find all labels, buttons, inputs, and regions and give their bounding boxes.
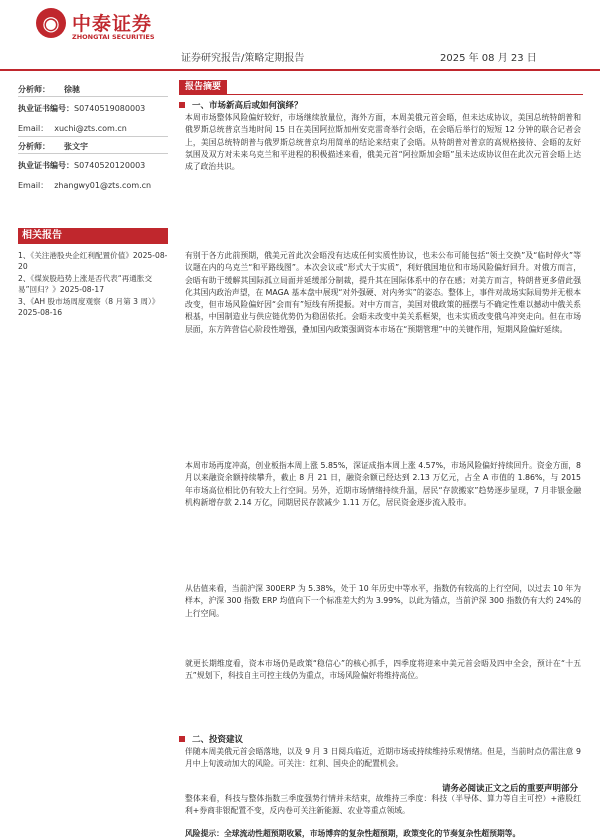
email-label: Email： xyxy=(18,124,49,133)
summary-label: 报告摘要 xyxy=(179,80,227,94)
header-divider xyxy=(0,69,600,71)
summary-tab xyxy=(179,80,583,95)
square-bullet-icon xyxy=(179,736,185,742)
related-reports-title: 相关报告 xyxy=(18,228,168,244)
section-2-title-text: 二、投资建议 xyxy=(192,735,244,745)
license-number: S0740520120003 xyxy=(74,161,146,170)
paragraph: 本周市场再度冲高，创业板指本周上涨 5.85%，深证成指本周上涨 4.57%，市场风险偏好持续回升。资金方面，8 月以来融资余额持续攀升，截止 8 月 21 日，融资余额已经达到 2.13 万亿元，占全 A 市值的 1.86%，与 2015 年市场高位相比仍有较大上行空间。另外，近期市场情绪持续升温，居民“存款搬家”趋势逐步显现，7 月非银金融机构新增存款 2.14 万亿，同期居民存款减少 1.11 万亿，居民资金逐步流入股市。 xyxy=(185,461,581,507)
logo-chinese-name: 中泰证券 xyxy=(72,13,153,35)
license-number: S0740519080003 xyxy=(74,104,146,113)
related-reports-list xyxy=(18,250,168,319)
section-2-title xyxy=(179,733,243,745)
report-date: 2025 年 08 月 23 日 xyxy=(440,53,537,64)
related-report-link[interactable]: 3、《AH 股市场周度观察（8 月第 3 周）》2025-08-16 xyxy=(18,297,160,317)
related-report-link[interactable]: 1、《关注港股央企红利配置价值》2025-08-20 xyxy=(18,251,168,271)
email-address[interactable]: zhangwy01@zts.com.cn xyxy=(54,181,152,190)
section-1-title xyxy=(179,99,303,111)
analyst-2-email xyxy=(18,180,151,191)
logo-emblem-icon: ◉ xyxy=(36,8,66,38)
analyst-2-license xyxy=(18,160,145,171)
company-logo xyxy=(36,8,166,44)
email-label: Email： xyxy=(18,181,49,190)
analyst-1-email xyxy=(18,123,127,134)
analyst-1-license xyxy=(18,103,145,114)
paragraph: 本周市场整体风险偏好较好，市场继续放量位，海外方面，本周美俄元首会晤，但未达成协议，美国总统特朗普和俄罗斯总统普京当地时间 15 日在美国阿拉斯加州安克雷奇举行会晤，在会晤后举行的短短 12 分钟的联合记者会上，美国总统特朗普与俄罗斯总统普京均用简单的结论来结束了会晤。从特朗普对普京的高规格接待、会晤的友好氛围及双方对未来乌克兰和平进程的积极描述来看，俄美元首“阿拉斯加会晤”虽未达成协议但在此次元首会晤上达成了政治共识。 xyxy=(185,113,581,172)
section-1-title-text: 一、市场新高后或如何演绎？ xyxy=(192,101,303,111)
related-report-link[interactable]: 2、《煤炭股趋势上涨是否代表“再通胀交易”回归？》2025-08-17 xyxy=(18,274,153,294)
risk-text: 全球流动性超预期收紧，市场博弈的复杂性超预期，政策变化的节奏复杂性超预期等。 xyxy=(223,829,521,838)
paragraph: 整体来看，科技与整体指数三季度强势行情并未结束，故维持三季度：科技（半导体、算力等自主可控）+港股红利+券商非银配置不变，反内卷可关注新能源、农业等重点领域。 xyxy=(185,794,581,816)
logo-english-name: ZHONGTAI SECURITIES xyxy=(72,33,155,41)
paragraph: 有别于各方此前预期，俄美元首此次会晤没有达成任何实质性协议，也未公布可能包括“领土交换”及“临时停火”等议题在内的乌克兰“和平路线图”。本次会议或“形式大于实质”，利好俄国地位和市场风险偏好回升。对俄方而言，会晤有助于缓解其国际孤立局面并延缓部分制裁，提升其在国际体系中的存在感；对美方而言，特朗普更多借此强化其国内政治声望，在 MAGA 基本盘中展现“对外强硬、对内务实”的姿态。整体上，事件对战场实际局势并无根本改变，但市场风险偏好因“会而有”短线有所提振。对中方而言，美国对俄政策的摇摆与不确定性难以撼动中俄关系根基，中国制造业与供应链优势仍为稳固依托。会晤未改变中美关系框架，也未实质改变俄乌冲突走向。但在市场层面，东方阵营信心阶段性增强，叠加国内政策强调资本市场在“预期管理”中的关键作用，短期风险偏好延续。 xyxy=(185,251,581,334)
divider xyxy=(18,153,168,154)
license-label: 执业证书编号： xyxy=(18,104,74,113)
paragraph: 从估值来看，当前沪深 300ERP 为 5.38%，处于 10 年历史中等水平，指数仍有较高的上行空间，以过去 10 年为样本，沪深 300 指数 ERP 均值向下一个标准差大约为 3.99%，以此为锚点，当前沪深 300 指数仍有大约 24%的上行空间。 xyxy=(185,584,581,618)
divider xyxy=(18,96,168,97)
analyst-1-row xyxy=(18,84,80,95)
analyst-name: 张文宇 xyxy=(64,142,88,151)
paragraph: 就更长期维度看，资本市场仍是政策“稳信心”的核心抓手，四季度将迎来中美元首会晤及四中全会，预计在“十五五”规划下，科技自主可控主线仍为重点，市场风险偏好将维持高位。 xyxy=(185,659,581,681)
license-label: 执业证书编号： xyxy=(18,161,74,170)
analyst-name: 徐驰 xyxy=(64,85,80,94)
report-type: 证券研究报告/策略定期报告 xyxy=(181,53,305,64)
footer-disclaimer: 请务必阅读正文之后的重要声明部分 xyxy=(441,784,578,794)
analyst-label: 分析师： xyxy=(18,142,50,151)
risk-label: 风险提示： xyxy=(185,829,224,838)
divider xyxy=(18,136,168,137)
analyst-2-row xyxy=(18,141,88,152)
email-address[interactable]: xuchi@zts.com.cn xyxy=(54,124,127,133)
paragraph: 伴随本周美俄元首会晤落地，以及 9 月 3 日阅兵临近，近期市场或持续维持乐观情绪。但是，当前时点仍需注意 9 月中上旬波动加大的风险。可关注：红利、国央企的配置机会。 xyxy=(185,747,581,769)
risk-notice xyxy=(185,828,581,840)
square-bullet-icon xyxy=(179,102,185,108)
analyst-label: 分析师： xyxy=(18,85,50,94)
